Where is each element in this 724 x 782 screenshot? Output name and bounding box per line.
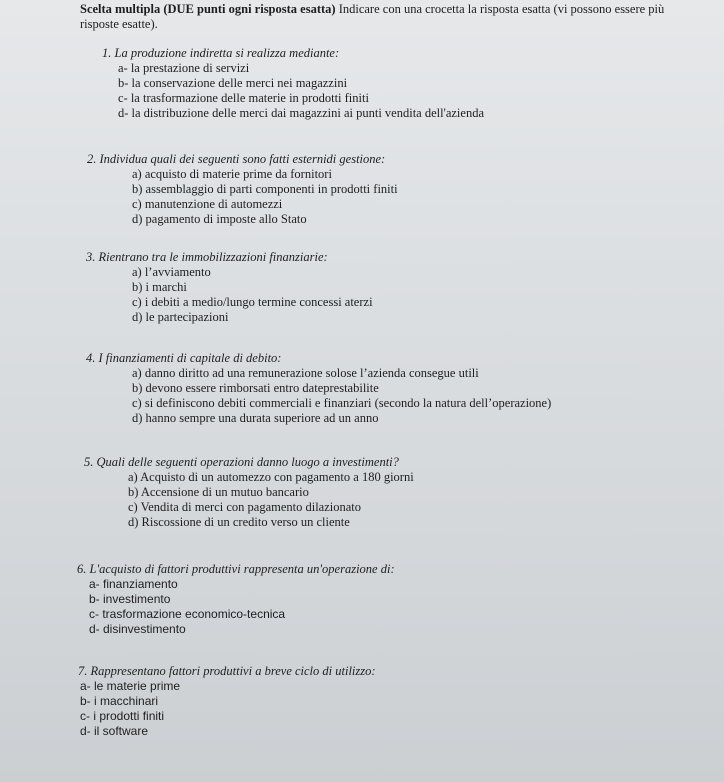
option-d[interactable]: d) hanno sempre una durata superiore ad un anno (132, 411, 379, 425)
option-d[interactable]: d- la distribuzione delle merci dai magazzini ai punti vendita dell'azienda (118, 106, 484, 120)
option-a[interactable]: a- la prestazione di servizi (118, 61, 250, 75)
question-title: 3. Rientrano tra le immobilizzazioni finanziarie: (86, 250, 328, 264)
question-title: 1. La produzione indiretta si realizza mediante: (102, 46, 340, 60)
question-6 (77, 562, 395, 637)
option-c[interactable]: c) manutenzione di automezzi (132, 197, 283, 211)
question-5 (84, 455, 414, 530)
instructions-bold-text: Scelta multipla (DUE punti ogni risposta esatta) (80, 2, 336, 16)
option-a[interactable]: a) l’avviamento (132, 265, 211, 279)
question-title: 5. Quali delle seguenti operazioni danno luogo a investimenti? (84, 455, 399, 469)
question-3 (86, 250, 373, 325)
question-1 (102, 46, 484, 121)
instructions-text: Indicare con una crocetta la risposta esatta (vi possono essere più risposte esatte). (80, 2, 665, 31)
option-list (128, 470, 414, 530)
option-a[interactable]: a- le materie prime (80, 679, 181, 693)
option-b[interactable]: b) assemblaggio di parti componenti in prodotti finiti (132, 182, 398, 196)
option-b[interactable]: b) devono essere rimborsati entro dateprestabilite (132, 381, 379, 395)
option-b[interactable]: b- investimento (89, 592, 171, 606)
option-list (89, 577, 395, 637)
question-4 (86, 351, 551, 426)
question-title: 4. I finanziamenti di capitale di debito: (86, 351, 282, 365)
option-a[interactable]: a) acquisto di materie prime da fornitori (132, 167, 332, 181)
option-a[interactable]: a) danno diritto ad una remunerazione solose l’azienda consegue utili (132, 366, 479, 380)
question-title: 6. L'acquisto di fattori produttivi rappresenta un'operazione di: (77, 562, 395, 576)
question-title: 7. Rappresentano fattori produttivi a breve ciclo di utilizzo: (78, 664, 376, 678)
option-c[interactable]: c- trasformazione economico-tecnica (89, 607, 286, 621)
option-d[interactable]: d) Riscossione di un credito verso un cliente (128, 515, 350, 529)
option-list (118, 61, 484, 121)
option-b[interactable]: b- i macchinari (80, 694, 159, 708)
option-list (132, 167, 398, 227)
option-list (80, 679, 376, 739)
option-c[interactable]: c) Vendita di merci con pagamento dilazionato (128, 500, 362, 514)
option-a[interactable]: a- finanziamento (89, 577, 178, 591)
option-c[interactable]: c) i debiti a medio/lungo termine concessi aterzi (132, 295, 373, 309)
instructions-header (80, 2, 700, 32)
question-2 (87, 152, 398, 227)
question-7 (78, 664, 376, 739)
option-d[interactable]: d- disinvestimento (89, 622, 186, 636)
option-b[interactable]: b) Accensione di un mutuo bancario (128, 485, 309, 499)
option-a[interactable]: a) Acquisto di un automezzo con pagamento a 180 giorni (128, 470, 414, 484)
question-title: 2. Individua quali dei seguenti sono fatti esternidi gestione: (87, 152, 386, 166)
option-list (132, 265, 373, 325)
option-b[interactable]: b) i marchi (132, 280, 187, 294)
option-c[interactable]: c- i prodotti finiti (80, 709, 165, 723)
option-list (132, 366, 551, 426)
option-c[interactable]: c) si definiscono debiti commerciali e finanziari (secondo la natura dell’operazione) (132, 396, 552, 410)
option-b[interactable]: b- la conservazione delle merci nei magazzini (118, 76, 348, 90)
option-d[interactable]: d) le partecipazioni (132, 310, 229, 324)
option-d[interactable]: d) pagamento di imposte allo Stato (132, 212, 307, 226)
option-c[interactable]: c- la trasformazione delle materie in prodotti finiti (118, 91, 369, 105)
option-d[interactable]: d- il software (80, 724, 149, 738)
